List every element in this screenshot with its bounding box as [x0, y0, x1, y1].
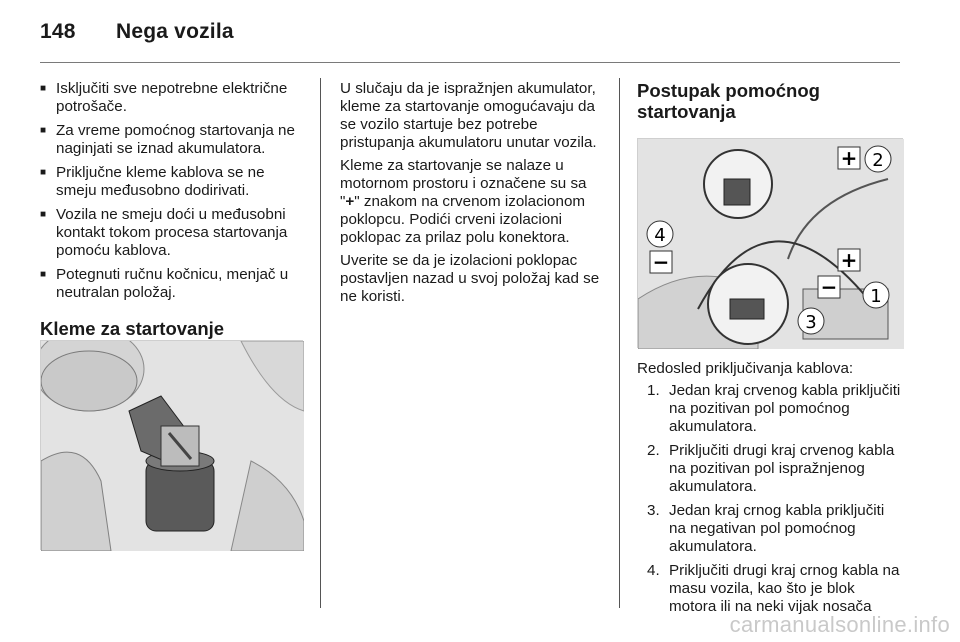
- callout-1: 1: [870, 286, 882, 307]
- column-divider-1: [320, 78, 321, 608]
- safety-list: [40, 80, 306, 302]
- callout-2: 2: [872, 150, 884, 171]
- section-heading-postupak: Postupak pomoćnog startovanja: [637, 80, 820, 122]
- plus-label: +: [840, 248, 858, 272]
- plus-symbol: +: [345, 193, 355, 210]
- paragraph: U slučaju da je ispražnjen akumulator, kleme za startovanje omogućavaju da se vozilo startuje bez potrebe pristupanja akumulatoru unutar vozila.: [340, 80, 597, 151]
- column-middle: [340, 80, 606, 311]
- steps-list: [637, 382, 905, 616]
- page-number: 148: [40, 20, 76, 43]
- page-title: Nega vozila: [116, 20, 234, 43]
- paragraph: Uverite se da je izolacioni poklopac postavljen nazad u svoj položaj kad se ne koristi.: [340, 252, 600, 305]
- section-heading-kleme: Kleme za startovanje: [40, 318, 225, 339]
- list-item: ■ Za vreme pomoćnog startovanja ne naginjati se iznad akumulatora.: [40, 122, 306, 158]
- watermark: carmanualsonline.info: [729, 612, 950, 637]
- list-item: 2. Priključiti drugi kraj crvenog kabla na pozitivan pol ispražnjenog akumulatora.: [647, 442, 895, 495]
- header-rule: [40, 62, 900, 63]
- column-right: [637, 80, 905, 622]
- jump-terminal-illustration: [40, 340, 303, 550]
- minus-label: −: [652, 250, 670, 274]
- column-divider-2: [619, 78, 620, 608]
- steps-intro: Redosled priključivanja kablova:: [637, 360, 854, 377]
- callout-3: 3: [805, 312, 817, 333]
- list-item: 1. Jedan kraj crvenog kabla priključiti na pozitivan pol pomoćnog akumulatora.: [647, 382, 901, 435]
- list-item: ■ Vozila ne smeju doći u međusobni kontakt tokom procesa startovanja pomoću kablova.: [40, 206, 306, 260]
- column-left: [40, 80, 306, 351]
- list-item: ■ Isključiti sve nepotrebne električne potrošače.: [40, 80, 306, 116]
- list-item: 4. Priključiti drugi kraj crnog kabla na masu vozila, kao što je blok motora ili na neki vijak nosača: [647, 562, 900, 615]
- minus-label: −: [820, 275, 838, 299]
- paragraph: Kleme za startovanje se nalaze u motornom prostoru i označene su sa "+" znakom na crvenom izolacionom poklopcu. Podići crveni izolacioni poklopac za prilaz polu konektora.: [340, 157, 587, 246]
- page-header: [40, 20, 234, 44]
- plus-label: +: [840, 146, 858, 170]
- list-item: 3. Jedan kraj crnog kabla priključiti na negativan pol pomoćnog akumulatora.: [647, 502, 885, 555]
- callout-4: 4: [654, 225, 666, 246]
- jump-start-diagram: [637, 138, 903, 348]
- list-item: ■ Priključne kleme kablova se ne smeju međusobno dodirivati.: [40, 164, 306, 200]
- list-item: ■ Potegnuti ručnu kočnicu, menjač u neutralan položaj.: [40, 266, 306, 302]
